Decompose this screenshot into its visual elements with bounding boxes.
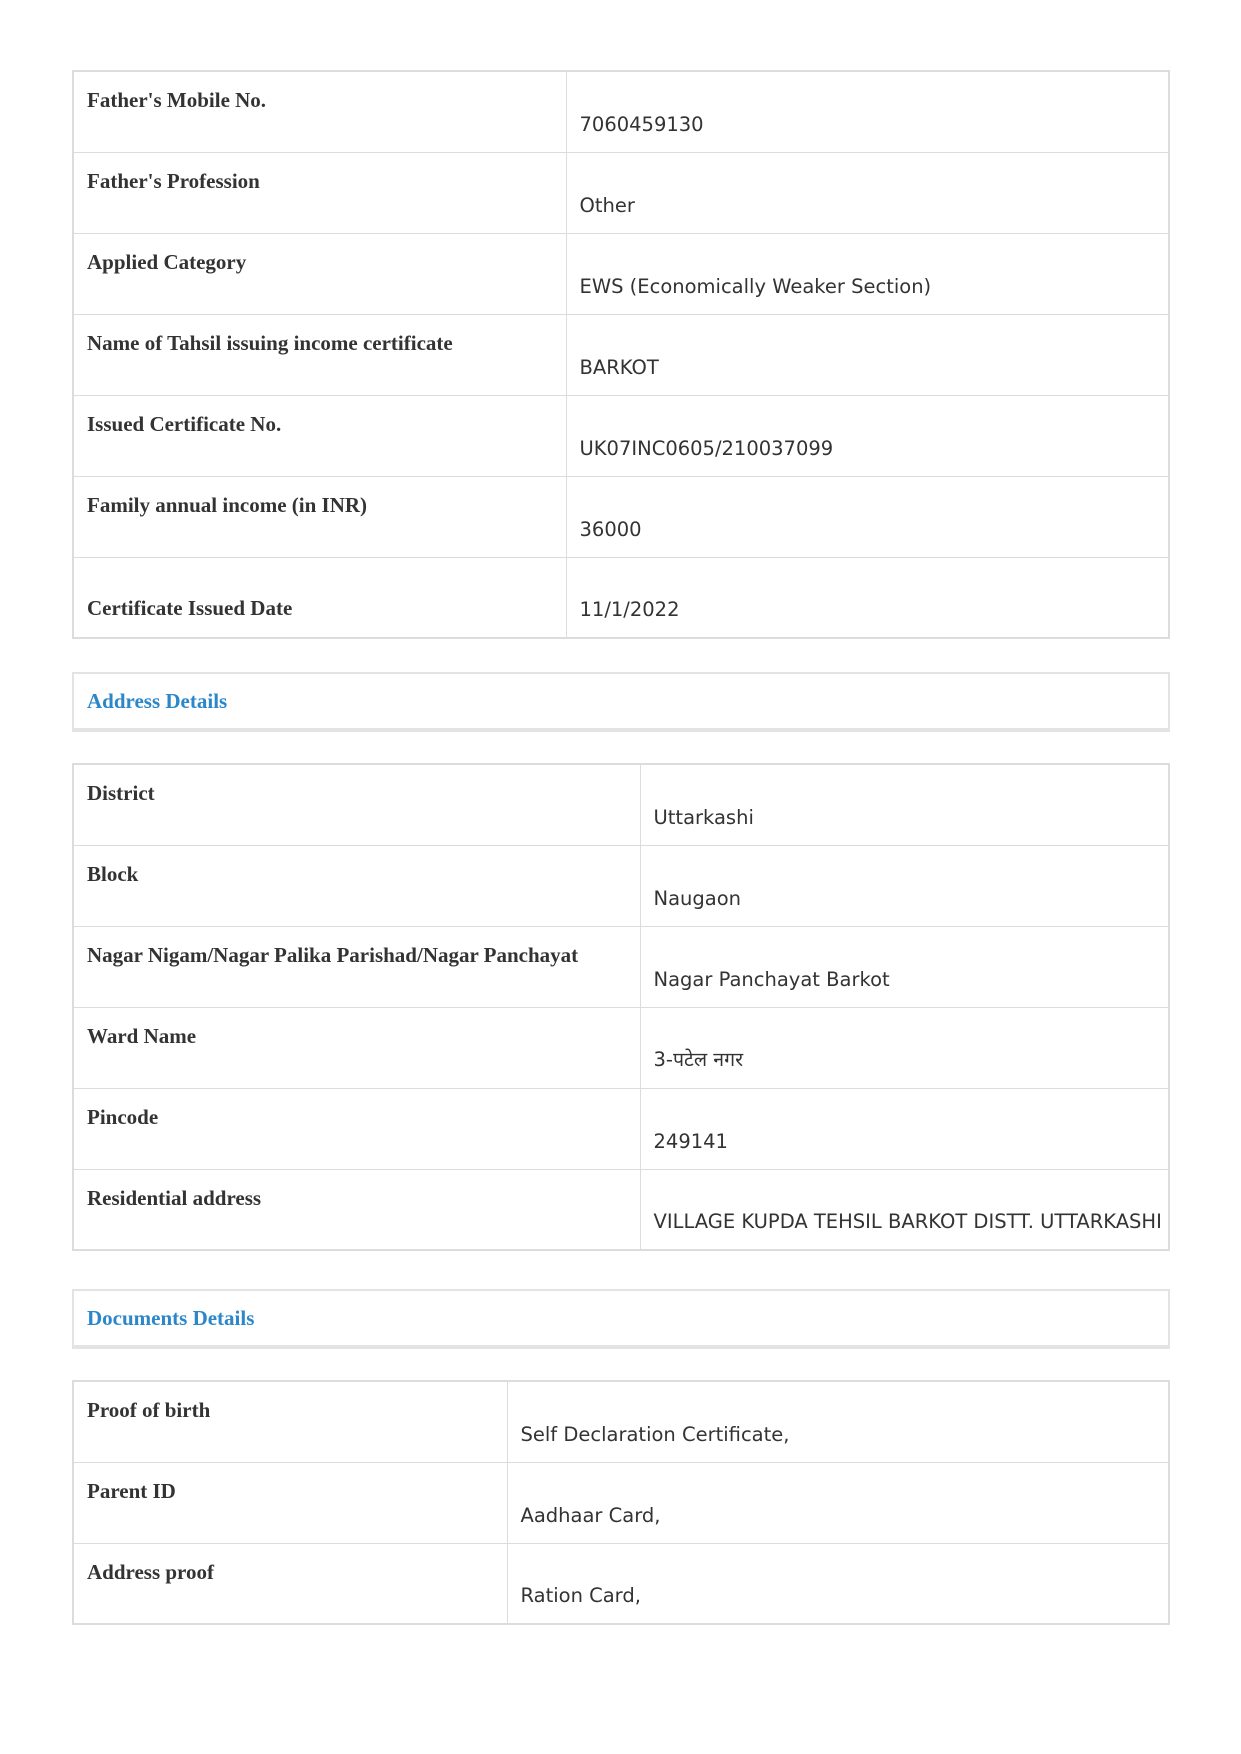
field-label: Pincode	[73, 1088, 640, 1169]
field-label: Father's Mobile No.	[73, 71, 566, 152]
table-row	[73, 314, 1169, 395]
field-label: Issued Certificate No.	[73, 395, 566, 476]
field-value: Self Declaration Certificate,	[507, 1381, 1169, 1462]
field-label: District	[73, 764, 640, 845]
documents-details-header	[72, 1289, 1170, 1349]
table-row	[73, 764, 1169, 845]
table-row	[73, 1462, 1169, 1543]
income-details-table	[72, 70, 1170, 639]
field-value: Ration Card,	[507, 1543, 1169, 1624]
table-row	[73, 557, 1169, 638]
field-value: 36000	[566, 476, 1169, 557]
table-row	[73, 476, 1169, 557]
table-row	[73, 395, 1169, 476]
table-row	[73, 1088, 1169, 1169]
field-value: VILLAGE KUPDA TEHSIL BARKOT DISTT. UTTARKASHI	[640, 1169, 1169, 1250]
field-value: Other	[566, 152, 1169, 233]
field-label: Nagar Nigam/Nagar Palika Parishad/Nagar Panchayat	[73, 926, 640, 1007]
field-value: 7060459130	[566, 71, 1169, 152]
field-label: Address proof	[73, 1543, 507, 1624]
field-label: Certificate Issued Date	[73, 557, 566, 638]
table-row	[73, 926, 1169, 1007]
field-label: Family annual income (in INR)	[73, 476, 566, 557]
field-value: 249141	[640, 1088, 1169, 1169]
documents-details-table	[72, 1380, 1170, 1625]
field-label: Father's Profession	[73, 152, 566, 233]
field-value: Nagar Panchayat Barkot	[640, 926, 1169, 1007]
address-details-table	[72, 763, 1170, 1251]
field-value: BARKOT	[566, 314, 1169, 395]
table-row	[73, 233, 1169, 314]
table-row	[73, 1381, 1169, 1462]
field-label: Block	[73, 845, 640, 926]
table-row	[73, 71, 1169, 152]
field-value: Naugaon	[640, 845, 1169, 926]
field-label: Ward Name	[73, 1007, 640, 1088]
field-value: Aadhaar Card,	[507, 1462, 1169, 1543]
field-label: Residential address	[73, 1169, 640, 1250]
section-title: Documents Details	[87, 1306, 255, 1330]
field-value: UK07INC0605/210037099	[566, 395, 1169, 476]
field-label: Applied Category	[73, 233, 566, 314]
field-label: Parent ID	[73, 1462, 507, 1543]
field-value: Uttarkashi	[640, 764, 1169, 845]
table-row	[73, 1169, 1169, 1250]
field-value: 3-पटेल नगर	[640, 1007, 1169, 1088]
field-label: Name of Tahsil issuing income certificate	[73, 314, 566, 395]
field-value: EWS (Economically Weaker Section)	[566, 233, 1169, 314]
table-row	[73, 1543, 1169, 1624]
section-title: Address Details	[87, 689, 228, 713]
address-details-header	[72, 672, 1170, 732]
table-row	[73, 1007, 1169, 1088]
table-row	[73, 845, 1169, 926]
field-label: Proof of birth	[73, 1381, 507, 1462]
table-row	[73, 152, 1169, 233]
field-value: 11/1/2022	[566, 557, 1169, 638]
